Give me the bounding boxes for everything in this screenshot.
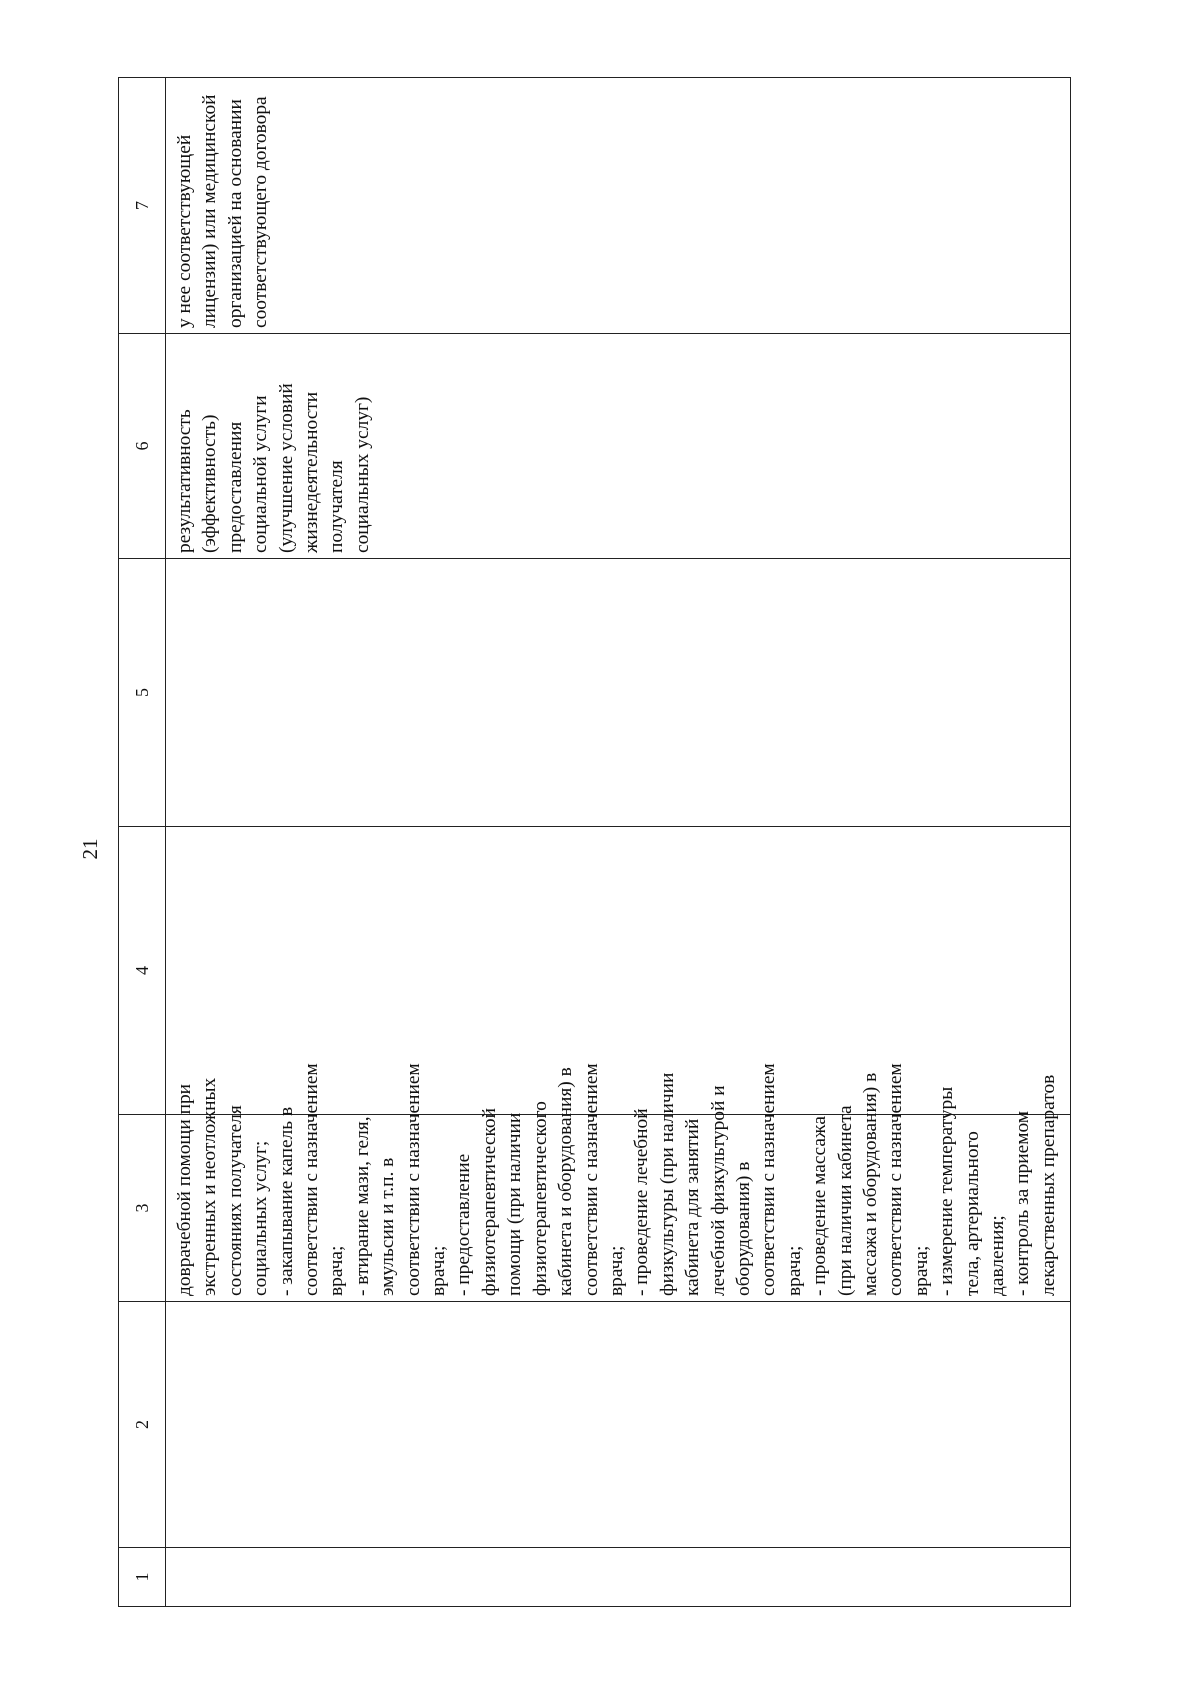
cell-text-line: врача; — [428, 1245, 450, 1296]
cell-text-line: эмульсии и т.п. в — [377, 1157, 399, 1296]
cell-text-line: физиотерапевтической — [478, 1107, 500, 1296]
cell-text-line: - закапывание капель в — [275, 1106, 297, 1296]
cell-text-line: физиотерапевтического — [529, 1101, 551, 1296]
cell-text-line: у нее соответствующей — [174, 134, 195, 328]
services-table — [118, 77, 1071, 1607]
cell-text-line: - предоставление — [453, 1153, 475, 1296]
cell-text-line: лекарственных препаратов — [1037, 1074, 1059, 1296]
cell-text-line: состояниях получателя — [224, 1105, 246, 1296]
table-row — [166, 78, 1071, 1607]
cell-text-line: доврачебной помощи при — [174, 1083, 195, 1296]
cell-text-line: физкультуры (при наличии — [656, 1072, 678, 1296]
column-header-1: 1 — [119, 1548, 166, 1607]
column-header-2: 2 — [119, 1302, 166, 1548]
cell-text-line: соответствии с назначением — [758, 1063, 780, 1296]
cell-text-line: результативность — [174, 409, 195, 553]
cell-col-7-conditions — [166, 78, 1071, 334]
cell-text-line: жизнедеятельности — [301, 391, 323, 553]
cell-text-line: соответствии с назначением — [885, 1063, 907, 1296]
column-header-3: 3 — [119, 1115, 166, 1302]
cell-text-line: (эффективность) — [199, 414, 221, 553]
cell-text-line: лечебной физкультурой и — [707, 1085, 729, 1296]
cell-text-line: давления; — [987, 1215, 1008, 1296]
cell-text-line: кабинета и оборудования) в — [555, 1067, 577, 1296]
cell-text-line: социальных услуг; — [250, 1140, 272, 1296]
page-number: 21 — [78, 838, 102, 860]
cell-text-line: социальной услуги — [250, 395, 272, 553]
cell-col-1 — [166, 1548, 1071, 1607]
cell-text-line: - проведение лечебной — [631, 1108, 653, 1296]
cell-text-line: экстренных и неотложных — [199, 1077, 221, 1296]
column-header-6: 6 — [119, 334, 166, 559]
cell-text-line: врача; — [783, 1245, 805, 1296]
cell-text-line: - контроль за приемом — [1012, 1110, 1034, 1296]
cell-text-line: соответствии с назначением — [402, 1063, 424, 1296]
cell-text-line: (при наличии кабинета — [834, 1105, 856, 1296]
cell-text-line: кабинета для занятий — [682, 1118, 704, 1296]
cell-col-3-service-description — [166, 1063, 1071, 1302]
cell-text-line: - проведение массажа — [809, 1116, 831, 1296]
cell-col-6-effectiveness — [166, 334, 1071, 559]
cell-text-line: массажа и оборудования) в — [859, 1072, 881, 1296]
column-header-5: 5 — [119, 559, 166, 827]
cell-text-line: социальных услуг) — [351, 396, 373, 553]
cell-col-5 — [166, 559, 1071, 827]
header-row — [119, 78, 166, 1607]
cell-text-line: предоставления — [224, 421, 246, 553]
cell-text-line: лицензии) или медицинской — [199, 94, 221, 328]
cell-text-line: соответствии с назначением — [301, 1063, 323, 1296]
cell-text-line: врача; — [326, 1245, 348, 1296]
column-header-7: 7 — [119, 78, 166, 334]
cell-col-2 — [166, 1302, 1071, 1548]
cell-text-line: помощи (при наличии — [504, 1112, 526, 1296]
cell-text-line: - измерение температуры — [936, 1086, 958, 1296]
cell-text-line: врача; — [910, 1245, 932, 1296]
cell-text-line: тела, артериального — [961, 1131, 983, 1296]
cell-text-line: получателя — [326, 460, 348, 553]
cell-text-line: оборудования) в — [732, 1161, 754, 1296]
cell-text-line: - втирание мази, геля, — [351, 1116, 373, 1296]
cell-text-line: организацией на основании — [224, 99, 246, 328]
cell-text-line: соответствующего договора — [250, 96, 272, 328]
column-header-4: 4 — [119, 827, 166, 1115]
cell-text-line: врача; — [605, 1245, 627, 1296]
cell-text-line: (улучшение условий — [275, 383, 297, 553]
cell-text-line: соответствии с назначением — [580, 1063, 602, 1296]
